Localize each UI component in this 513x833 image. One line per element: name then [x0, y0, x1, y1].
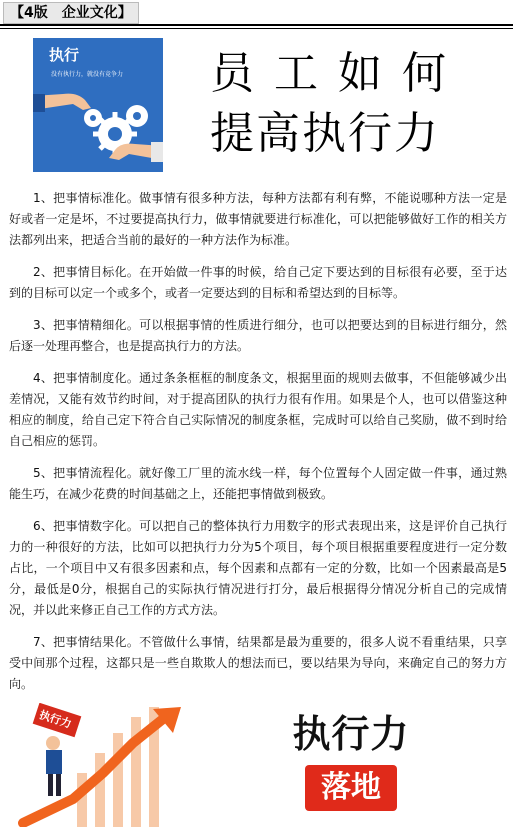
section-label [3, 2, 139, 24]
header-rule-thin [0, 28, 513, 29]
paragraph-7: 7、把事情结果化。不管做什么事情，结果都是最为重要的，很多人说不看重结果，只享受中间那个过程，这都只是一些自欺欺人的想法而已，要以结果为导向，来确定自己的努力方向。 [9, 635, 507, 691]
illustration-subtitle: 没有执行力，就没有竞争力 [51, 71, 124, 78]
climbing-arrow-illustration [13, 703, 183, 827]
paragraph-1: 1、把事情标准化。做事情有很多种方法，每种方法都有利有弊，不能说哪种方法一定是好或者一定是坏，不过要提高执行力，做事情就要进行标准化，可以把能够做好工作的相关方法都列出来，把适合当前的最好的一种方法作为标准。 [9, 191, 507, 247]
page-header [0, 0, 513, 26]
article-title-line1: 员工如何 [210, 48, 466, 99]
article-title-line2: 提高执行力 [210, 108, 440, 159]
execution-big-text: 执行力 [292, 712, 410, 756]
section-name: 企业文化】 [61, 5, 132, 21]
paragraph-4: 4、把事情制度化。通过条条框框的制度条文，根据里面的规则去做事，不但能够减少出差情况，又能有效节约时间，对于提高团队的执行力很有作用。如果是个人，也可以借鉴这种相应的制度，给自己定下符合自己实际情况的制度条框，完成时可以给自己奖励，做不到时给自己相应的惩罚。 [9, 371, 507, 448]
gears-hands-graphic [33, 38, 163, 172]
paragraph-6: 6、把事情数字化。可以把自己的整体执行力用数字的形式表现出来，这是评价自己执行力的一种很好的方法，比如可以把执行力分为5个项目，每个项目根据重要程度进行一定分数占比，一个项目中又有很多因素和点，每个因素和点都有一定的分数，比如一个因素最高是5分，最低是0分，根据自己的实际执行情况进行打分，最后根据得分情况分析自己的完成情况，并以此来修正自己工作的方式方法。 [9, 519, 507, 617]
execution-illustration [33, 38, 163, 172]
article-body [9, 188, 507, 706]
paragraph-3: 3、把事情精细化。可以根据事情的性质进行细分，也可以把要达到的目标进行细分，然后逐一处理再整合，也是提高执行力的方法。 [9, 318, 507, 353]
paragraph-5: 5、把事情流程化。就好像工厂里的流水线一样，每个位置每个人固定做一件事，通过熟能生巧，在减少花费的时间基础之上，还能把事情做到极致。 [9, 466, 507, 501]
paragraph-2: 2、把事情目标化。在开始做一件事的时候，给自己定下要达到的目标很有必要，至于达到的目标可以定一个或多个，或者一定要达到的目标和希望达到的目标等。 [9, 265, 507, 300]
edition-label: 【4版 [10, 5, 48, 21]
header-rule-thick [0, 24, 513, 26]
illustration-title: 执行 [49, 46, 80, 64]
execution-landing-graphic [275, 703, 427, 823]
arrow-label-text: 执行力 [37, 708, 74, 731]
landing-badge: 落地 [305, 765, 397, 811]
